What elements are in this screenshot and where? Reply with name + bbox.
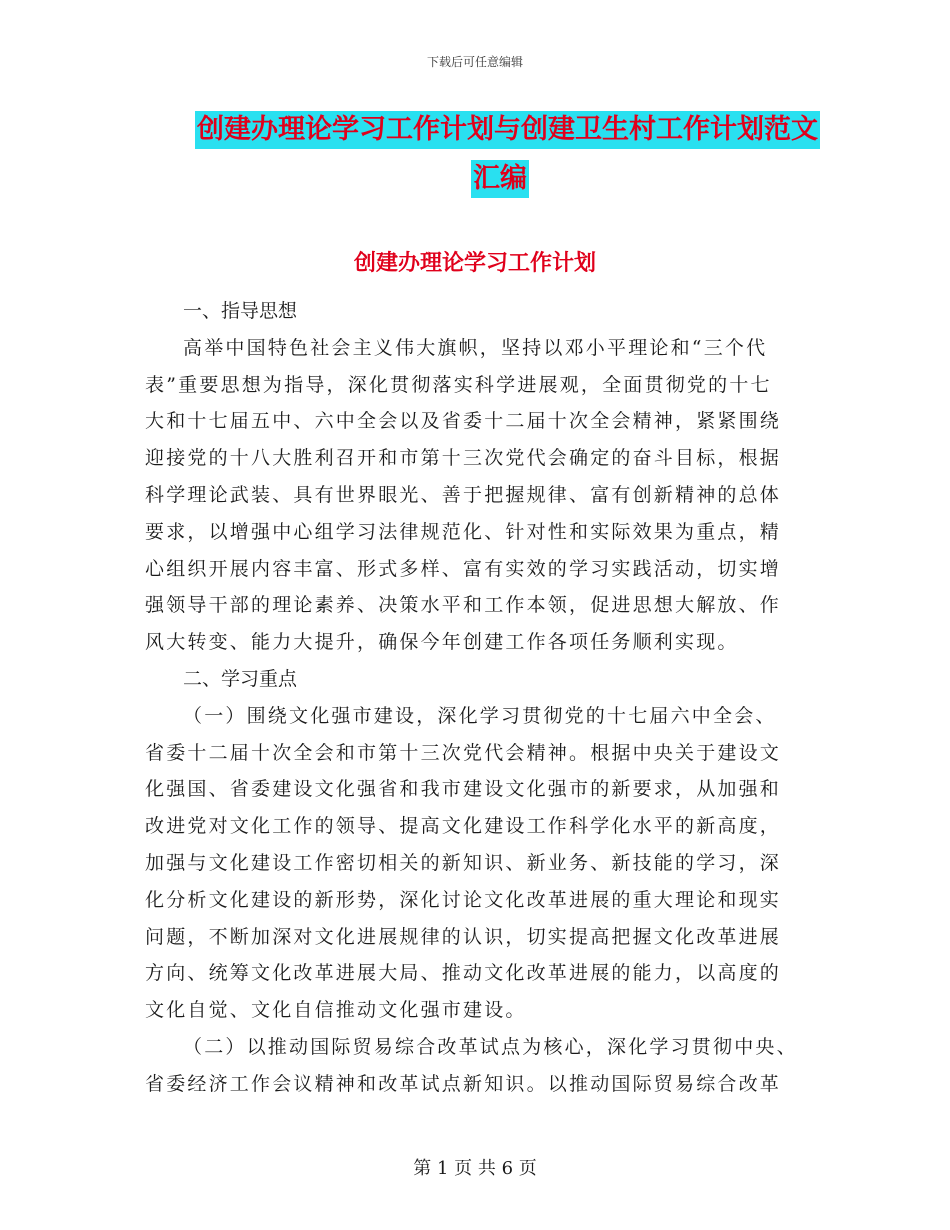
paragraph-2 — [145, 698, 805, 1029]
title-line-1: 创建办理论学习工作计划与创建卫生村工作计划范文 — [195, 111, 820, 149]
paragraph-line: 科学理论武装、具有世界眼光、善于把握规律、富有创新精神的总体 — [145, 483, 782, 506]
heading-guiding-ideology: 一、指导思想 — [183, 300, 298, 322]
paragraph-line: 强领导干部的理论素养、决策水平和工作本领，促进思想大解放、作 — [145, 594, 782, 617]
paragraph-line: 高举中国特色社会主义伟大旗帜，坚持以邓小平理论和“三个代 — [183, 336, 768, 359]
paragraph-line: 表”重要思想为指导，深化贯彻落实科学进展观，全面贯彻党的十七 — [145, 373, 772, 396]
paragraph-line: 迎接党的十八大胜利召开和市第十三次党代会确定的奋斗目标，根据 — [145, 447, 782, 470]
document-title — [195, 111, 818, 209]
paragraph-line: 心组织开展内容丰富、形式多样、富有实效的学习实践活动，切实增 — [145, 557, 782, 580]
paragraph-line: 问题，不断加深对文化进展规律的认识，切实提高把握文化改革进展 — [145, 925, 782, 948]
section-title: 创建办理论学习工作计划 — [353, 251, 596, 276]
paragraph-3 — [145, 1029, 805, 1103]
paragraph-line: 化分析文化建设的新形势，深化讨论文化改革进展的重大理论和现实 — [145, 888, 782, 911]
paragraph-line: （二）以推动国际贸易综合改革试点为核心，深化学习贯彻中央、 — [183, 1035, 798, 1058]
paragraph-1 — [145, 330, 805, 661]
paragraph-line: 要求，以增强中心组学习法律规范化、针对性和实际效果为重点，精 — [145, 520, 782, 543]
paragraph-line: 风大转变、能力大提升，确保今年创建工作各项任务顺利实现。 — [145, 631, 739, 654]
paragraph-line: 省委十二届十次全会和市第十三次党代会精神。根据中央关于建设文 — [145, 741, 782, 764]
paragraph-line: 加强与文化建设工作密切相关的新知识、新业务、新技能的学习，深 — [145, 851, 782, 874]
heading-study-focus: 二、学习重点 — [183, 667, 298, 690]
paragraph-line: 方向、统筹文化改革进展大局、推动文化改革进展的能力，以高度的 — [145, 962, 782, 985]
paragraph-line: 化强国、省委建设文化强省和我市建设文化强市的新要求，从加强和 — [145, 778, 782, 801]
paragraph-line: 省委经济工作会议精神和改革试点新知识。以推动国际贸易综合改革 — [145, 1072, 782, 1095]
page-number: 第 1 页 共 6 页 — [413, 1158, 537, 1179]
document-body — [145, 293, 805, 1103]
paragraph-line: （一）围绕文化强市建设，深化学习贯彻党的十七届六中全会、 — [183, 704, 777, 727]
paragraph-line: 大和十七届五中、六中全会以及省委十二届十次全会精神，紧紧围绕 — [145, 410, 782, 433]
header-note: 下载后可任意编辑 — [426, 55, 523, 69]
paragraph-line: 改进党对文化工作的领导、提高文化建设工作科学化水平的新高度， — [145, 815, 782, 838]
paragraph-line: 文化自觉、文化自信推动文化强市建设。 — [145, 999, 527, 1022]
title-line-2: 汇编 — [471, 160, 529, 198]
